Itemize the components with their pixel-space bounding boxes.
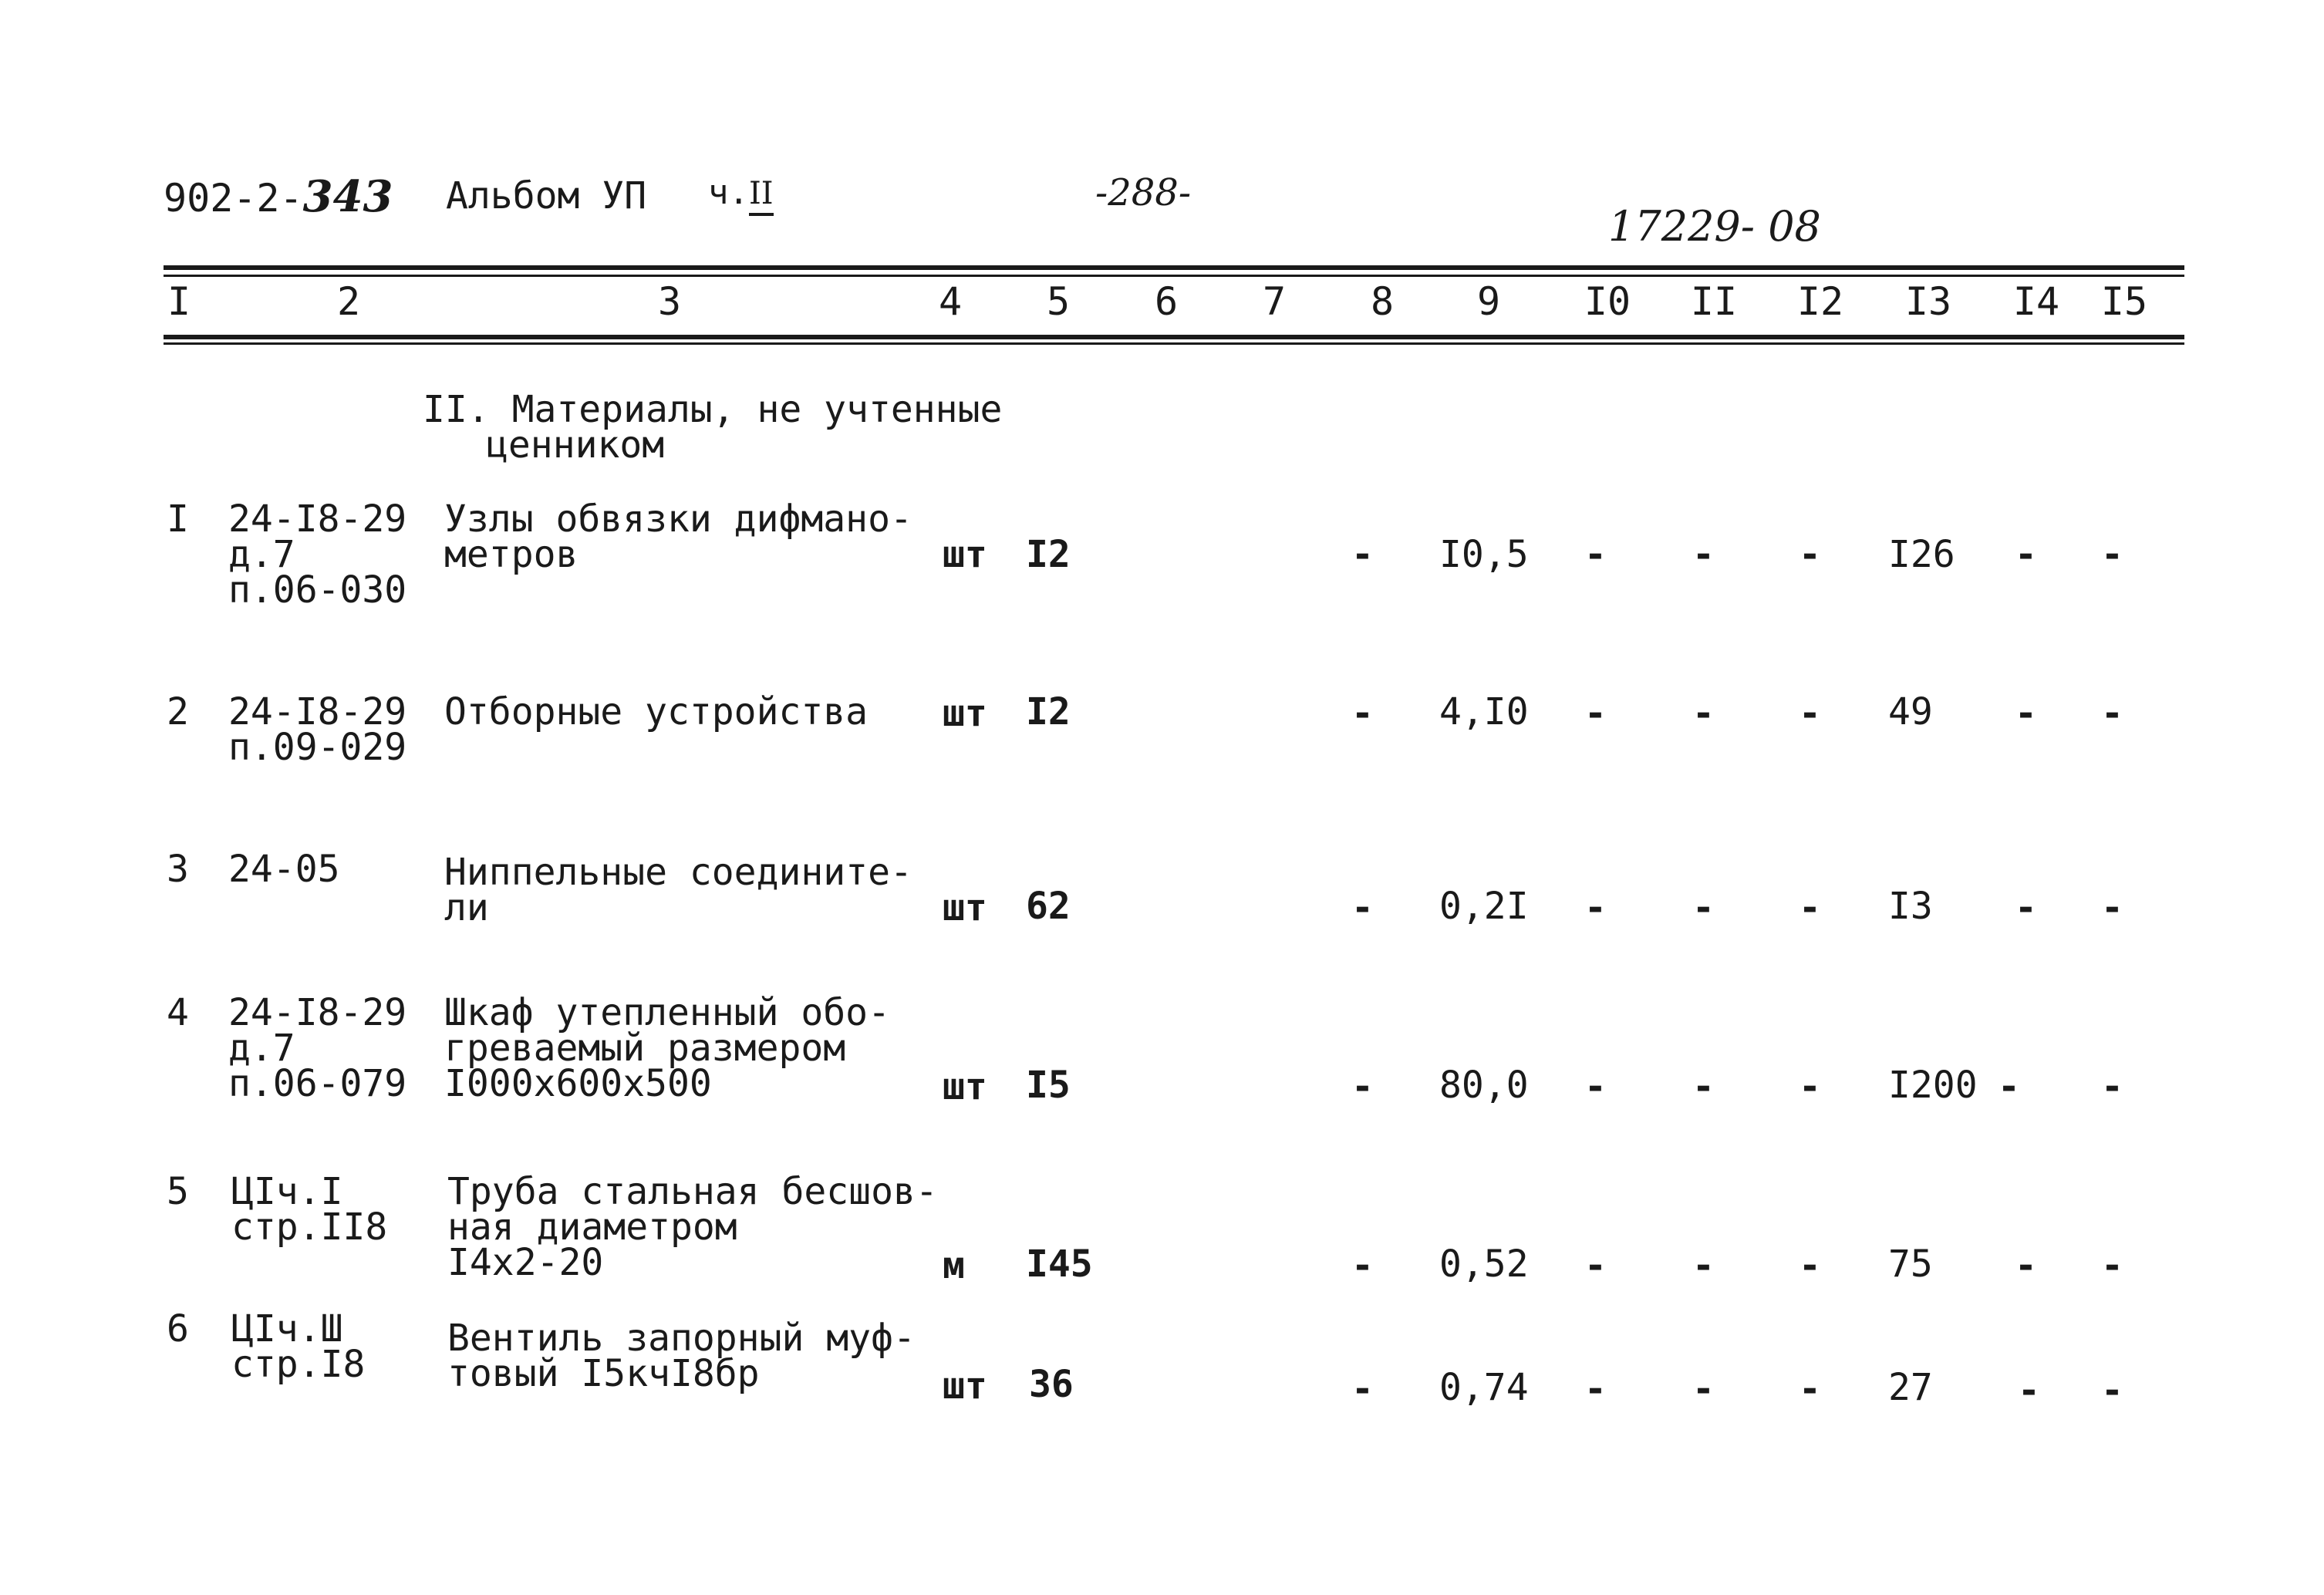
row-col10: - bbox=[1584, 533, 1607, 576]
description-line: товый I5кчI8бр bbox=[447, 1352, 760, 1395]
row-reference bbox=[228, 991, 407, 1105]
reference-line: ЦIч.Ш bbox=[231, 1307, 343, 1351]
row-description bbox=[444, 497, 912, 576]
description-line: Вентиль запорный муф- bbox=[447, 1317, 916, 1360]
row-description bbox=[447, 1317, 916, 1395]
reference-line: 24-05 bbox=[228, 848, 340, 891]
row-col8: - bbox=[1351, 1065, 1374, 1108]
column-number: 6 bbox=[1154, 279, 1179, 324]
row-col15: - bbox=[2101, 1369, 2123, 1412]
row-col11: - bbox=[1692, 1244, 1715, 1287]
row-unit: шт bbox=[943, 692, 987, 735]
column-number: I3 bbox=[1904, 279, 1952, 324]
reference-line: ЦIч.I bbox=[231, 1170, 343, 1213]
header-rule-bottom-thin bbox=[164, 342, 2184, 345]
row-unit: шт bbox=[943, 1065, 987, 1108]
row-number: 3 bbox=[167, 848, 189, 891]
row-quantity: I45 bbox=[1026, 1243, 1093, 1286]
document-code bbox=[164, 171, 393, 222]
row-quantity: 62 bbox=[1026, 885, 1071, 928]
column-number: I5 bbox=[2100, 279, 2148, 324]
row-unit-price: 0,74 bbox=[1439, 1366, 1529, 1409]
row-reference bbox=[231, 1170, 388, 1249]
row-number: 6 bbox=[167, 1307, 189, 1351]
row-col15: - bbox=[2101, 692, 2123, 735]
row-number: I bbox=[167, 497, 189, 541]
row-col12: - bbox=[1799, 1244, 1821, 1287]
reference-line: д.7 bbox=[228, 533, 295, 576]
header-rule-top-thin bbox=[164, 275, 2184, 277]
row-col15: - bbox=[2101, 533, 2123, 576]
column-number: 8 bbox=[1370, 279, 1395, 324]
handwritten-stamp: 17229- 08 bbox=[1608, 202, 1821, 251]
row-reference bbox=[228, 848, 340, 891]
row-col10: - bbox=[1584, 1367, 1607, 1411]
section-heading-line: II. Материалы, не учтенные bbox=[423, 388, 1003, 431]
description-line: ли bbox=[444, 886, 489, 929]
description-line: Труба стальная бесшов- bbox=[447, 1170, 938, 1213]
row-col11: - bbox=[1692, 1065, 1715, 1108]
row-col11: - bbox=[1692, 533, 1715, 576]
description-line: метров bbox=[444, 533, 578, 576]
row-col11: - bbox=[1692, 1367, 1715, 1411]
row-description bbox=[447, 1170, 938, 1284]
row-col14: - bbox=[2015, 1244, 2037, 1287]
row-col12: - bbox=[1799, 692, 1821, 735]
row-col14: - bbox=[2015, 692, 2037, 735]
row-number: 5 bbox=[167, 1170, 189, 1213]
reference-line: 24-I8-29 bbox=[228, 690, 407, 733]
row-description bbox=[444, 851, 912, 929]
row-quantity: I5 bbox=[1026, 1064, 1071, 1107]
row-col11: - bbox=[1692, 692, 1715, 735]
part-number: II bbox=[749, 176, 774, 216]
row-col10: - bbox=[1584, 692, 1607, 735]
row-total: 75 bbox=[1888, 1243, 1933, 1286]
row-quantity: 36 bbox=[1029, 1363, 1074, 1406]
column-number: 3 bbox=[657, 279, 682, 324]
section-heading-line: ценником bbox=[486, 423, 665, 467]
row-reference bbox=[231, 1307, 366, 1386]
column-number: I4 bbox=[2012, 279, 2060, 324]
reference-line: стр.II8 bbox=[231, 1206, 388, 1249]
row-number: 2 bbox=[167, 690, 189, 733]
row-unit-price: 0,52 bbox=[1439, 1243, 1529, 1286]
reference-line: 24-I8-29 bbox=[228, 991, 407, 1034]
row-quantity: I2 bbox=[1026, 690, 1071, 733]
row-unit-price: 80,0 bbox=[1439, 1064, 1529, 1107]
description-line: ная диаметром bbox=[447, 1206, 737, 1249]
row-unit-price: 4,I0 bbox=[1439, 690, 1529, 733]
row-col10: - bbox=[1584, 1244, 1607, 1287]
description-line: греваемый размером bbox=[444, 1027, 846, 1070]
section-heading bbox=[423, 388, 1003, 467]
part-label bbox=[708, 173, 774, 212]
row-col14: - bbox=[2018, 1369, 2040, 1412]
column-number: 2 bbox=[336, 279, 361, 324]
reference-line: п.06-030 bbox=[228, 568, 407, 612]
row-total: I3 bbox=[1888, 885, 1933, 928]
description-line: Шкаф утепленный обо- bbox=[444, 991, 890, 1034]
row-total: I26 bbox=[1888, 533, 1955, 576]
column-number: 7 bbox=[1262, 279, 1287, 324]
row-reference bbox=[228, 690, 407, 769]
reference-line: п.09-029 bbox=[228, 726, 407, 769]
row-col12: - bbox=[1799, 1065, 1821, 1108]
description-line: Отборные устройства bbox=[444, 690, 869, 733]
row-col11: - bbox=[1692, 886, 1715, 929]
row-total: 49 bbox=[1888, 690, 1933, 733]
column-number: I2 bbox=[1796, 279, 1844, 324]
document-code-printed: 902-2- bbox=[164, 176, 303, 221]
row-unit: шт bbox=[943, 533, 987, 576]
reference-line: д.7 bbox=[228, 1027, 295, 1070]
album-label: Альбом УП bbox=[446, 174, 647, 218]
column-number: II bbox=[1690, 279, 1738, 324]
reference-line: стр.I8 bbox=[231, 1343, 366, 1386]
row-col14: - bbox=[1998, 1065, 2020, 1108]
row-col12: - bbox=[1799, 886, 1821, 929]
description-line: Ниппельные соедините- bbox=[444, 851, 912, 894]
row-number: 4 bbox=[167, 991, 189, 1034]
row-unit-price: I0,5 bbox=[1439, 533, 1529, 576]
row-col8: - bbox=[1351, 1367, 1374, 1411]
description-line: Узлы обвязки дифмано- bbox=[444, 497, 912, 541]
row-col10: - bbox=[1584, 1065, 1607, 1108]
row-total: I200 bbox=[1888, 1064, 1978, 1107]
row-col14: - bbox=[2015, 533, 2037, 576]
row-unit: шт bbox=[943, 886, 987, 929]
row-description bbox=[444, 690, 869, 733]
part-prefix: ч. bbox=[708, 173, 749, 212]
description-line: I4x2-20 bbox=[447, 1241, 604, 1284]
column-number: 5 bbox=[1046, 279, 1071, 324]
row-col10: - bbox=[1584, 886, 1607, 929]
row-col15: - bbox=[2101, 1065, 2123, 1108]
row-quantity: I2 bbox=[1026, 533, 1071, 576]
header-rule-top bbox=[164, 265, 2184, 270]
column-number: 4 bbox=[938, 279, 963, 324]
page-number: -288- bbox=[1095, 171, 1192, 214]
row-col12: - bbox=[1799, 533, 1821, 576]
row-col15: - bbox=[2101, 886, 2123, 929]
row-reference bbox=[228, 497, 407, 612]
column-number: I0 bbox=[1584, 279, 1631, 324]
row-unit-price: 0,2I bbox=[1439, 885, 1529, 928]
column-number: I bbox=[167, 279, 191, 324]
row-col8: - bbox=[1351, 1244, 1374, 1287]
description-line: I000x600x500 bbox=[444, 1062, 712, 1105]
row-col8: - bbox=[1351, 533, 1374, 576]
reference-line: 24-I8-29 bbox=[228, 497, 407, 541]
row-total: 27 bbox=[1888, 1366, 1933, 1409]
reference-line: п.06-079 bbox=[228, 1062, 407, 1105]
document-code-handwritten: 343 bbox=[302, 171, 393, 222]
header-rule-bottom bbox=[164, 335, 2184, 339]
row-description bbox=[444, 991, 890, 1105]
row-unit: м bbox=[943, 1244, 965, 1287]
row-col8: - bbox=[1351, 692, 1374, 735]
row-col15: - bbox=[2101, 1244, 2123, 1287]
row-col8: - bbox=[1351, 886, 1374, 929]
row-col12: - bbox=[1799, 1367, 1821, 1411]
row-col14: - bbox=[2015, 886, 2037, 929]
column-number: 9 bbox=[1476, 279, 1501, 324]
row-unit: шт bbox=[943, 1364, 987, 1408]
